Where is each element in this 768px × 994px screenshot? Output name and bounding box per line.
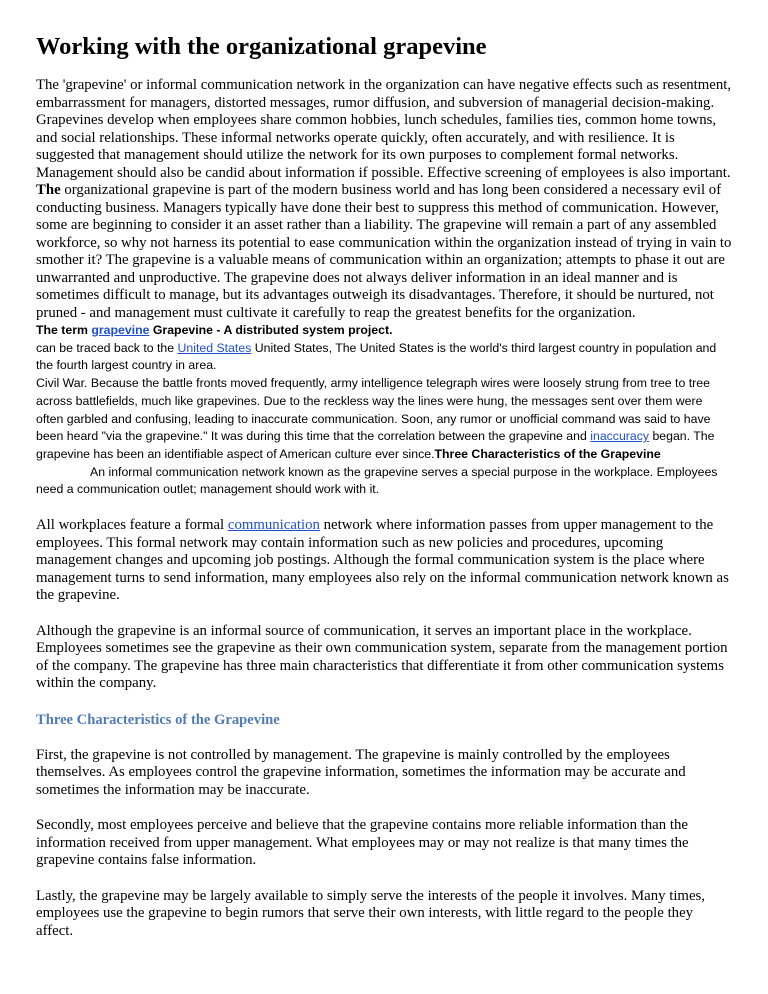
- first-paragraph: First, the grapevine is not controlled by management. The grapevine is mainly controlled by the employees themselves. As employees control the grapevine information, sometimes the information may be accurate and sometimes the information may be inaccurate.: [36, 746, 686, 798]
- civil-war-text-1: Civil War. Because the battle fronts moved frequently, army intelligence telegraph wires were loosely strung from tree to tree across battlefields, much like grapevines. Due to the reckless way the lines were hung, the messages sent over them were often garbled and confusing, leading to inaccurate communication. Soon, any rumor or unofficial command was said to have been heard "via the grapevine." It was during this time that the correlation between the grapevine and: [36, 376, 711, 444]
- grapevine-link[interactable]: grapevine: [91, 323, 150, 337]
- formal-suffix: network where information passes from upper management to the employees. This formal network may contain information such as new policies and procedures, upcoming management changes and upcoming job postings. Although the formal communication system is the place where management turns to send information, many employees also rely on the informal communication network known as the grapevine.: [36, 517, 729, 604]
- formal-prefix: All workplaces feature a formal: [36, 517, 228, 534]
- inaccuracy-link[interactable]: inaccuracy: [590, 429, 650, 444]
- civil-war-text-3: An informal communication network known as the grapevine serves a special purpose in the workplace. Employees need a communication outlet; management should work with it.: [36, 464, 718, 497]
- traced-prefix: can be traced back to the: [36, 340, 178, 355]
- traced-paragraph: [36, 340, 732, 375]
- informal-paragraph: Although the grapevine is an informal source of communication, it serves an important place in the workplace. Employees sometimes see the grapevine as their own communication system, separate from the management portion of the company. The grapevine has three main characteristics that differentiate it from other communication systems within the company.: [36, 622, 728, 692]
- page-title: Working with the organizational grapevine: [36, 33, 487, 60]
- formal-paragraph: [36, 517, 732, 605]
- communication-link[interactable]: communication: [227, 517, 320, 534]
- characteristics-heading: Three Characteristics of the Grapevine: [36, 711, 280, 728]
- term-prefix: The term: [36, 323, 92, 337]
- intro-paragraph: [36, 77, 732, 322]
- term-line: [36, 322, 732, 340]
- intro-text-1: The 'grapevine' or informal communication network in the organization can have negative effects such as resentment, embarrassment for managers, distorted messages, rumor diffusion, and subversion of managerial decision-making. Grapevines develop when employees share common hobbies, lunch schedules, families ties, common home towns, and social relationships. These informal networks operate quickly, often accurately, and with resilience. It is suggested that management should utilize the network for its own purposes to complement formal networks. Management should also be candid about information if possible. Effective screening of employees is also important.: [36, 77, 732, 181]
- inline-characteristics-heading: Three Characteristics of the Grapevine: [434, 446, 661, 461]
- second-paragraph: Secondly, most employees perceive and believe that the grapevine contains more reliable information than the information received from upper management. What employees may or may not realize is that many times the grapevine contains false information.: [36, 817, 689, 869]
- civil-war-paragraph: [36, 375, 732, 499]
- intro-text-2: organizational grapevine is part of the modern business world and has long been considered a necessary evil of conducting business. Managers typically have done their best to suppress this method of communication. However, some are beginning to consider it an asset rather than a liability. The grapevine will remain a part of any assembled workforce, so why not harness its potential to ease communication within the organization instead of trying in vain to smother it? The grapevine is a valuable means of communication within an organization; attempts to phase it out are unwarranted and unproductive. The grapevine does not always deliver information in an ideal manner and is sometimes difficult to manage, but its advantages outweigh its disadvantages. Therefore, it should be nurtured, not pruned - and management must cultivate it carefully to reap the greatest benefits for the organization.: [36, 182, 732, 321]
- term-suffix: Grapevine - A distributed system project.: [149, 323, 393, 337]
- lastly-paragraph: Lastly, the grapevine may be largely available to simply serve the interests of the people it involves. Many times, employees use the grapevine to begin rumors that serve their own interests, with little regard to the people they affect.: [36, 887, 705, 939]
- intro-bold-word: The: [36, 182, 61, 198]
- traced-suffix: United States, The United States is the world's third largest country in population and the fourth largest country in area.: [36, 340, 717, 373]
- united-states-link[interactable]: United States: [177, 340, 252, 355]
- civil-war-text-2: began. The grapevine has been an identifiable aspect of American culture ever since.: [36, 429, 715, 461]
